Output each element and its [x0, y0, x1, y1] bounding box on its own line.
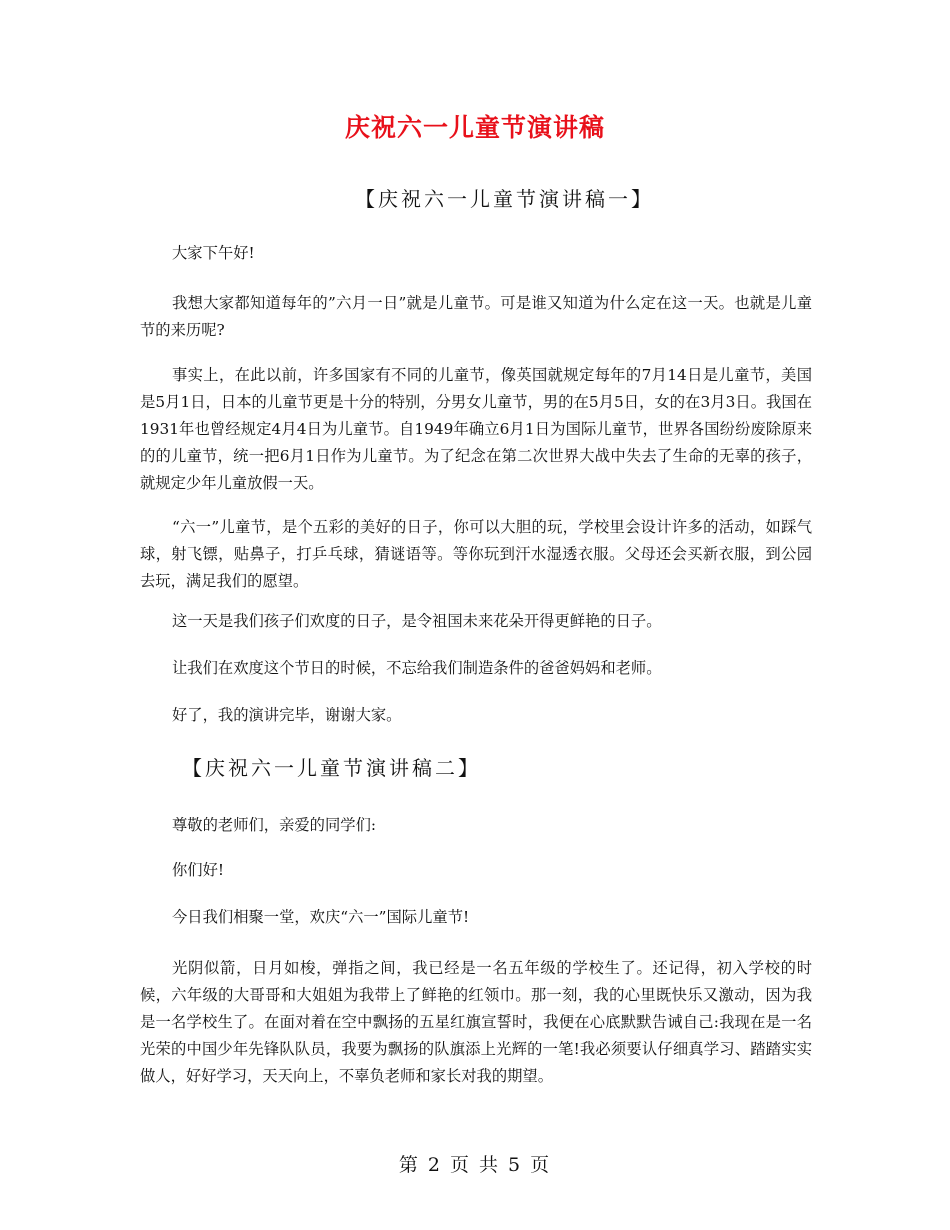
paragraph-salutation: 尊敬的老师们，亲爱的同学们:: [172, 816, 377, 834]
paragraph-memories: 光阴似箭，日月如梭，弹指之间，我已经是一名五年级的学校生了。还记得，初入学校的时候，六年级的大哥哥和大姐姐为我带上了鲜艳的红领巾。那一刻，我的心里既快乐又激动，因为我是一名学校生了。在面对着在空中飘扬的五星红旗宣誓时，我便在心底默默告诫自己:我现在是一名光荣的中国少年先锋队队员，我要为飘扬的队旗添上光辉的一笔!我必须要认仔细真学习、踏踏实实做人，好好学习，天天向上，不辜负老师和家长对我的期望。: [140, 959, 812, 1085]
section-heading-2: 【庆祝六一儿童节演讲稿二】: [182, 756, 481, 780]
paragraph-hello: 你们好!: [172, 861, 225, 879]
paragraph-closing: 好了，我的演讲完毕，谢谢大家。: [172, 706, 402, 724]
section-heading-1: 【庆祝六一儿童节演讲稿一】: [355, 187, 654, 211]
paragraph-thanks-parents: 让我们在欢度这个节日的时候，不忘给我们制造条件的爸爸妈妈和老师。: [172, 659, 662, 677]
paragraph-intro: 我想大家都知道每年的”六月一日”就是儿童节。可是谁又知道为什么定在这一天。也就是儿童节的来历呢?: [140, 294, 812, 339]
paragraph-greeting: 大家下午好!: [172, 244, 255, 262]
paragraph-celebration: 这一天是我们孩子们欢度的日子，是令祖国未来花朵开得更鲜艳的日子。: [172, 612, 662, 630]
page-footer: 第 2 页 共 5 页: [398, 1154, 552, 1176]
paragraph-history: 事实上，在此以前，许多国家有不同的儿童节，像英国就规定每年的7月14日是儿童节，美国是5月1日，日本的儿童节更是十分的特别，分男女儿童节，男的在5月5日，女的在3月3日。我国在1931年也曾经规定4月4日为儿童节。自1949年确立6月1日为国际儿童节，世界各国纷纷废除原来的的儿童节，统一把6月1日作为儿童节。为了纪念在第二次世界大战中失去了生命的无辜的孩子，就规定少年儿童放假一天。: [140, 366, 812, 492]
document-title: 庆祝六一儿童节演讲稿: [344, 113, 605, 142]
paragraph-activities: “六一”儿童节，是个五彩的美好的日子，你可以大胆的玩，学校里会设计许多的活动，如踩气球，射飞镖，贴鼻子，打乒乓球，猜谜语等。等你玩到汗水湿透衣服。父母还会买新衣服，到公园去玩，满足我们的愿望。: [140, 518, 812, 590]
paragraph-gathering: 今日我们相聚一堂，欢庆“六一”国际儿童节!: [172, 908, 470, 926]
